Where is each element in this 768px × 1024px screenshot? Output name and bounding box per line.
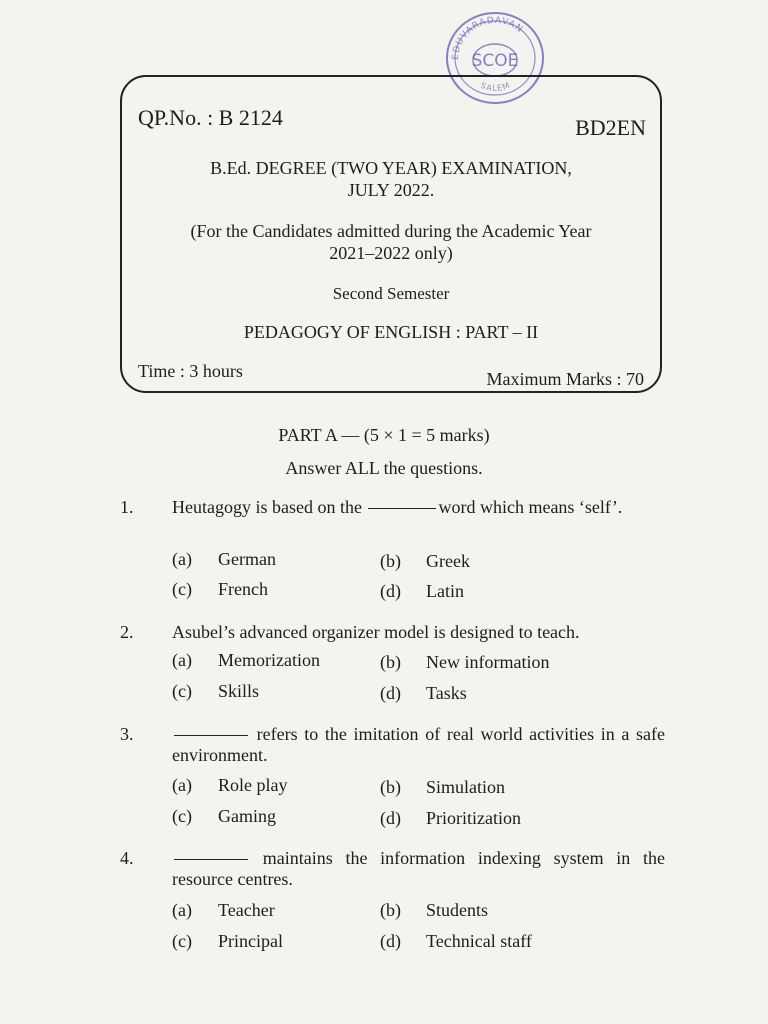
question-number: 2.	[120, 622, 134, 642]
svg-text:SALEM: SALEM	[479, 80, 512, 93]
stamp-center-text: SCOE	[471, 51, 519, 71]
question-number: 4.	[120, 848, 134, 868]
exam-duration: Time : 3 hours	[138, 361, 243, 381]
question-text: Asubel’s advanced organizer model is designed to teach.	[172, 622, 580, 642]
semester: Second Semester	[332, 284, 450, 303]
answer-blank	[368, 508, 436, 509]
candidates-note: (For the Candidates admitted during the Academic Year 2021–2022 only)	[190, 221, 592, 263]
question-text: maintains the information indexing system in the resource centres.	[172, 848, 666, 889]
exam-header-box	[120, 75, 662, 393]
answer-blank	[174, 735, 248, 736]
question-number: 1.	[120, 497, 134, 517]
question-text: refers to the imitation of real world activities in a safe environment.	[172, 724, 666, 765]
maximum-marks: Maximum Marks : 70	[486, 369, 644, 389]
question-number: 3.	[120, 724, 134, 744]
question-4: 4. maintains the information indexing system in the resource centres. (a) Teacher (b) Students (c) Principal (d) Technical staff	[120, 848, 666, 951]
question-3: 3. refers to the imitation of real world activities in a safe environment. (a) Role play (b) Simulation (c) Gaming (d) Prioritization	[120, 724, 666, 828]
question-text: Heutagogy is based on the word which means ‘self’.	[172, 497, 623, 517]
question-1: 1. Heutagogy is based on the word which means ‘self’. (a) German (b) Greek (c) French (d) Latin	[120, 497, 665, 612]
question-2: 2. Asubel’s advanced organizer model is designed to teach. (a) Memorization (b) New information (c) Skills (d) Tasks	[120, 622, 665, 707]
part-a-heading: PART A — (5 × 1 = 5 marks)	[278, 425, 490, 445]
question-paper-number: QP.No. : B 2124	[138, 105, 283, 130]
answer-blank	[174, 859, 248, 860]
subject-code: BD2EN	[575, 115, 646, 140]
subject-title: PEDAGOGY OF ENGLISH : PART – II	[243, 322, 539, 342]
part-a-instruction: Answer ALL the questions.	[285, 458, 483, 478]
svg-text:EDUVARADAVAN: EDUVARADAVAN	[450, 15, 525, 61]
exam-title: B.Ed. DEGREE (TWO YEAR) EXAMINATION, JULY 2022.	[210, 158, 572, 200]
